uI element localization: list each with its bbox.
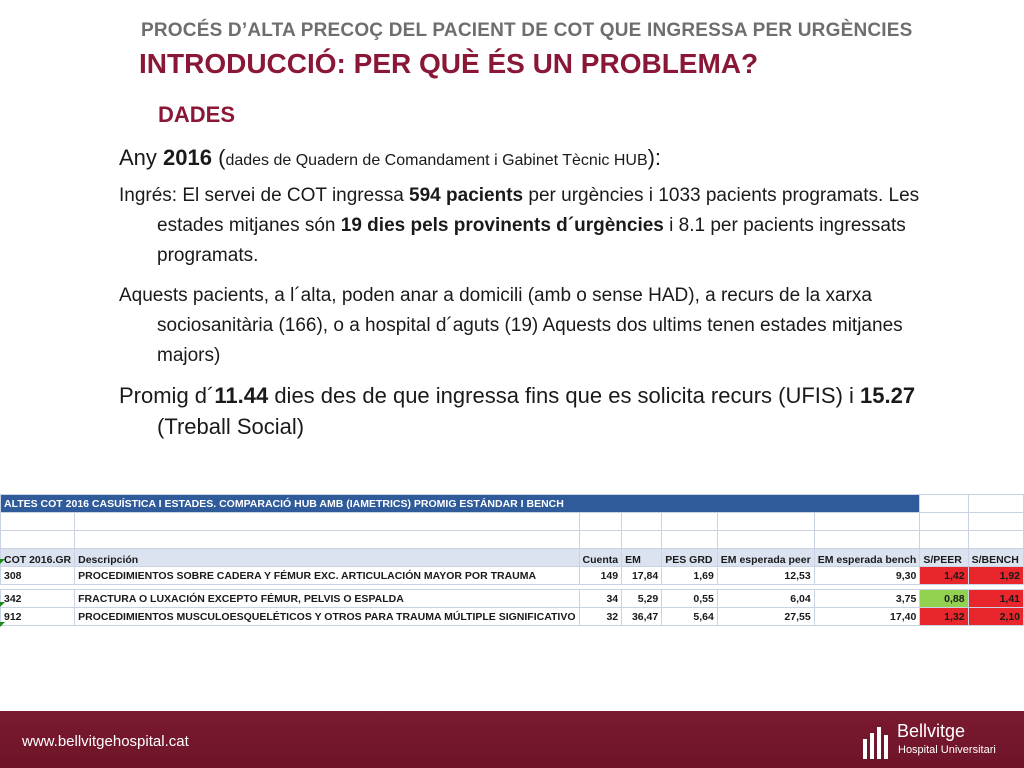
col-header: EM esperada peer <box>717 549 814 567</box>
cell-s-bench: 1,41 <box>968 590 1023 608</box>
cell-peer: 6,04 <box>717 590 814 608</box>
cell-em: 5,29 <box>622 590 662 608</box>
logo-name: Bellvitge <box>897 721 966 741</box>
slide-title: INTRODUCCIÓ: PER QUÈ ÉS UN PROBLEMA? <box>139 48 759 79</box>
cell-pes: 1,69 <box>662 567 718 585</box>
cell-marker-icon <box>0 602 5 607</box>
hospital-logo <box>862 719 1002 763</box>
col-header: EM esperada bench <box>814 549 920 567</box>
promig-bold-1: 11.44 <box>214 383 269 408</box>
col-header: PES GRD <box>662 549 718 567</box>
table-title: ALTES COT 2016 CASUÍSTICA I ESTADES. COMPARACIÓ HUB AMB (IAMETRICS) PROMIG ESTÁNDAR I BENCH <box>1 495 920 513</box>
promig-text-2: dies des de que ingressa fins que es solicita recurs (UFIS) i <box>268 383 861 408</box>
cell-bench: 17,40 <box>814 608 920 626</box>
promig-bold-2: 15.27 <box>860 383 916 408</box>
cell-s-peer: 1,42 <box>920 567 968 585</box>
cell-pes: 5,64 <box>662 608 718 626</box>
promig-text-1: Promig d´ <box>119 383 215 408</box>
presentation-subtitle: PROCÉS D’ALTA PRECOÇ DEL PACIENT DE COT QUE INGRESSA PER URGÈNCIES <box>141 20 913 41</box>
cell-code: 308 <box>1 567 75 585</box>
promig-paragraph <box>119 380 969 442</box>
aquests-paragraph <box>119 281 969 371</box>
section-heading: DADES <box>158 102 236 127</box>
footer-bar <box>0 711 1024 768</box>
cell-bench: 3,75 <box>814 590 920 608</box>
cell-s-bench: 2,10 <box>968 608 1023 626</box>
table-row <box>1 590 1024 608</box>
cell-peer: 27,55 <box>717 608 814 626</box>
cell-desc: PROCEDIMIENTOS MUSCULOESQUELÉTICOS Y OTROS PARA TRAUMA MÚLTIPLE SIGNIFICATIVO <box>75 608 579 626</box>
cell-cuenta: 32 <box>579 608 622 626</box>
col-header: EM <box>622 549 662 567</box>
ingres-text-1: Ingrés: El servei de COT ingressa <box>119 185 410 206</box>
table-header-row <box>1 549 1024 567</box>
ingres-text-2: per urgències i 1033 pacients programats. Les estades mitjanes són <box>157 185 920 236</box>
aquests-text: Aquests pacients, a l´alta, poden anar a domicili (amb o sense HAD), a recurs de la xarxa sociosanitària (166), o a hospital d´aguts (19) Aquests dos ultims tenen estades mitjanes majors) <box>119 285 903 366</box>
cell-desc: PROCEDIMIENTOS SOBRE CADERA Y FÉMUR EXC. ARTICULACIÓN MAYOR POR TRAUMA <box>75 567 579 585</box>
cell-marker-icon <box>0 559 5 564</box>
cell-marker-icon <box>0 622 5 627</box>
hospital-logo-icon <box>862 725 892 759</box>
cell-em: 36,47 <box>622 608 662 626</box>
cell-em: 17,84 <box>622 567 662 585</box>
col-header: S/BENCH <box>968 549 1023 567</box>
cell-peer: 12,53 <box>717 567 814 585</box>
footer-url-link[interactable]: www.bellvitgehospital.cat <box>22 733 189 750</box>
cell-desc: FRACTURA O LUXACIÓN EXCEPTO FÉMUR, PELVIS O ESPALDA <box>75 590 579 608</box>
col-header: Descripción <box>75 549 579 567</box>
cell-pes: 0,55 <box>662 590 718 608</box>
col-header: COT 2016.GR <box>1 549 75 567</box>
ingres-bold-2: 19 dies pels provinents d´urgències <box>340 215 664 236</box>
year-line <box>119 143 969 176</box>
year-value: 2016 <box>163 145 212 170</box>
year-prefix: Any <box>119 145 164 170</box>
ingres-bold-1: 594 pacients <box>409 185 524 206</box>
cell-s-bench: 1,92 <box>968 567 1023 585</box>
cell-s-peer: 0,88 <box>920 590 968 608</box>
ingres-paragraph <box>119 181 969 271</box>
cell-code: 342 <box>1 590 75 608</box>
cell-cuenta: 34 <box>579 590 622 608</box>
paren-open: ( <box>211 145 226 170</box>
paren-close: ): <box>647 145 662 170</box>
col-header: Cuenta <box>579 549 622 567</box>
promig-text-3: (Treball Social) <box>157 414 305 439</box>
stats-table <box>0 494 1024 626</box>
cell-s-peer: 1,32 <box>920 608 968 626</box>
table-row <box>1 608 1024 626</box>
logo-subtitle: Hospital Universitari <box>898 744 996 756</box>
cell-cuenta: 149 <box>579 567 622 585</box>
col-header: S/PEER <box>920 549 968 567</box>
data-source: dades de Quadern de Comandament i Gabinet Tècnic HUB <box>225 152 648 169</box>
cell-code: 912 <box>1 608 75 626</box>
ingres-text-3: i 8.1 per pacients ingressats programats. <box>157 215 906 266</box>
data-table-image <box>0 494 1024 654</box>
table-row <box>1 567 1024 585</box>
cell-bench: 9,30 <box>814 567 920 585</box>
